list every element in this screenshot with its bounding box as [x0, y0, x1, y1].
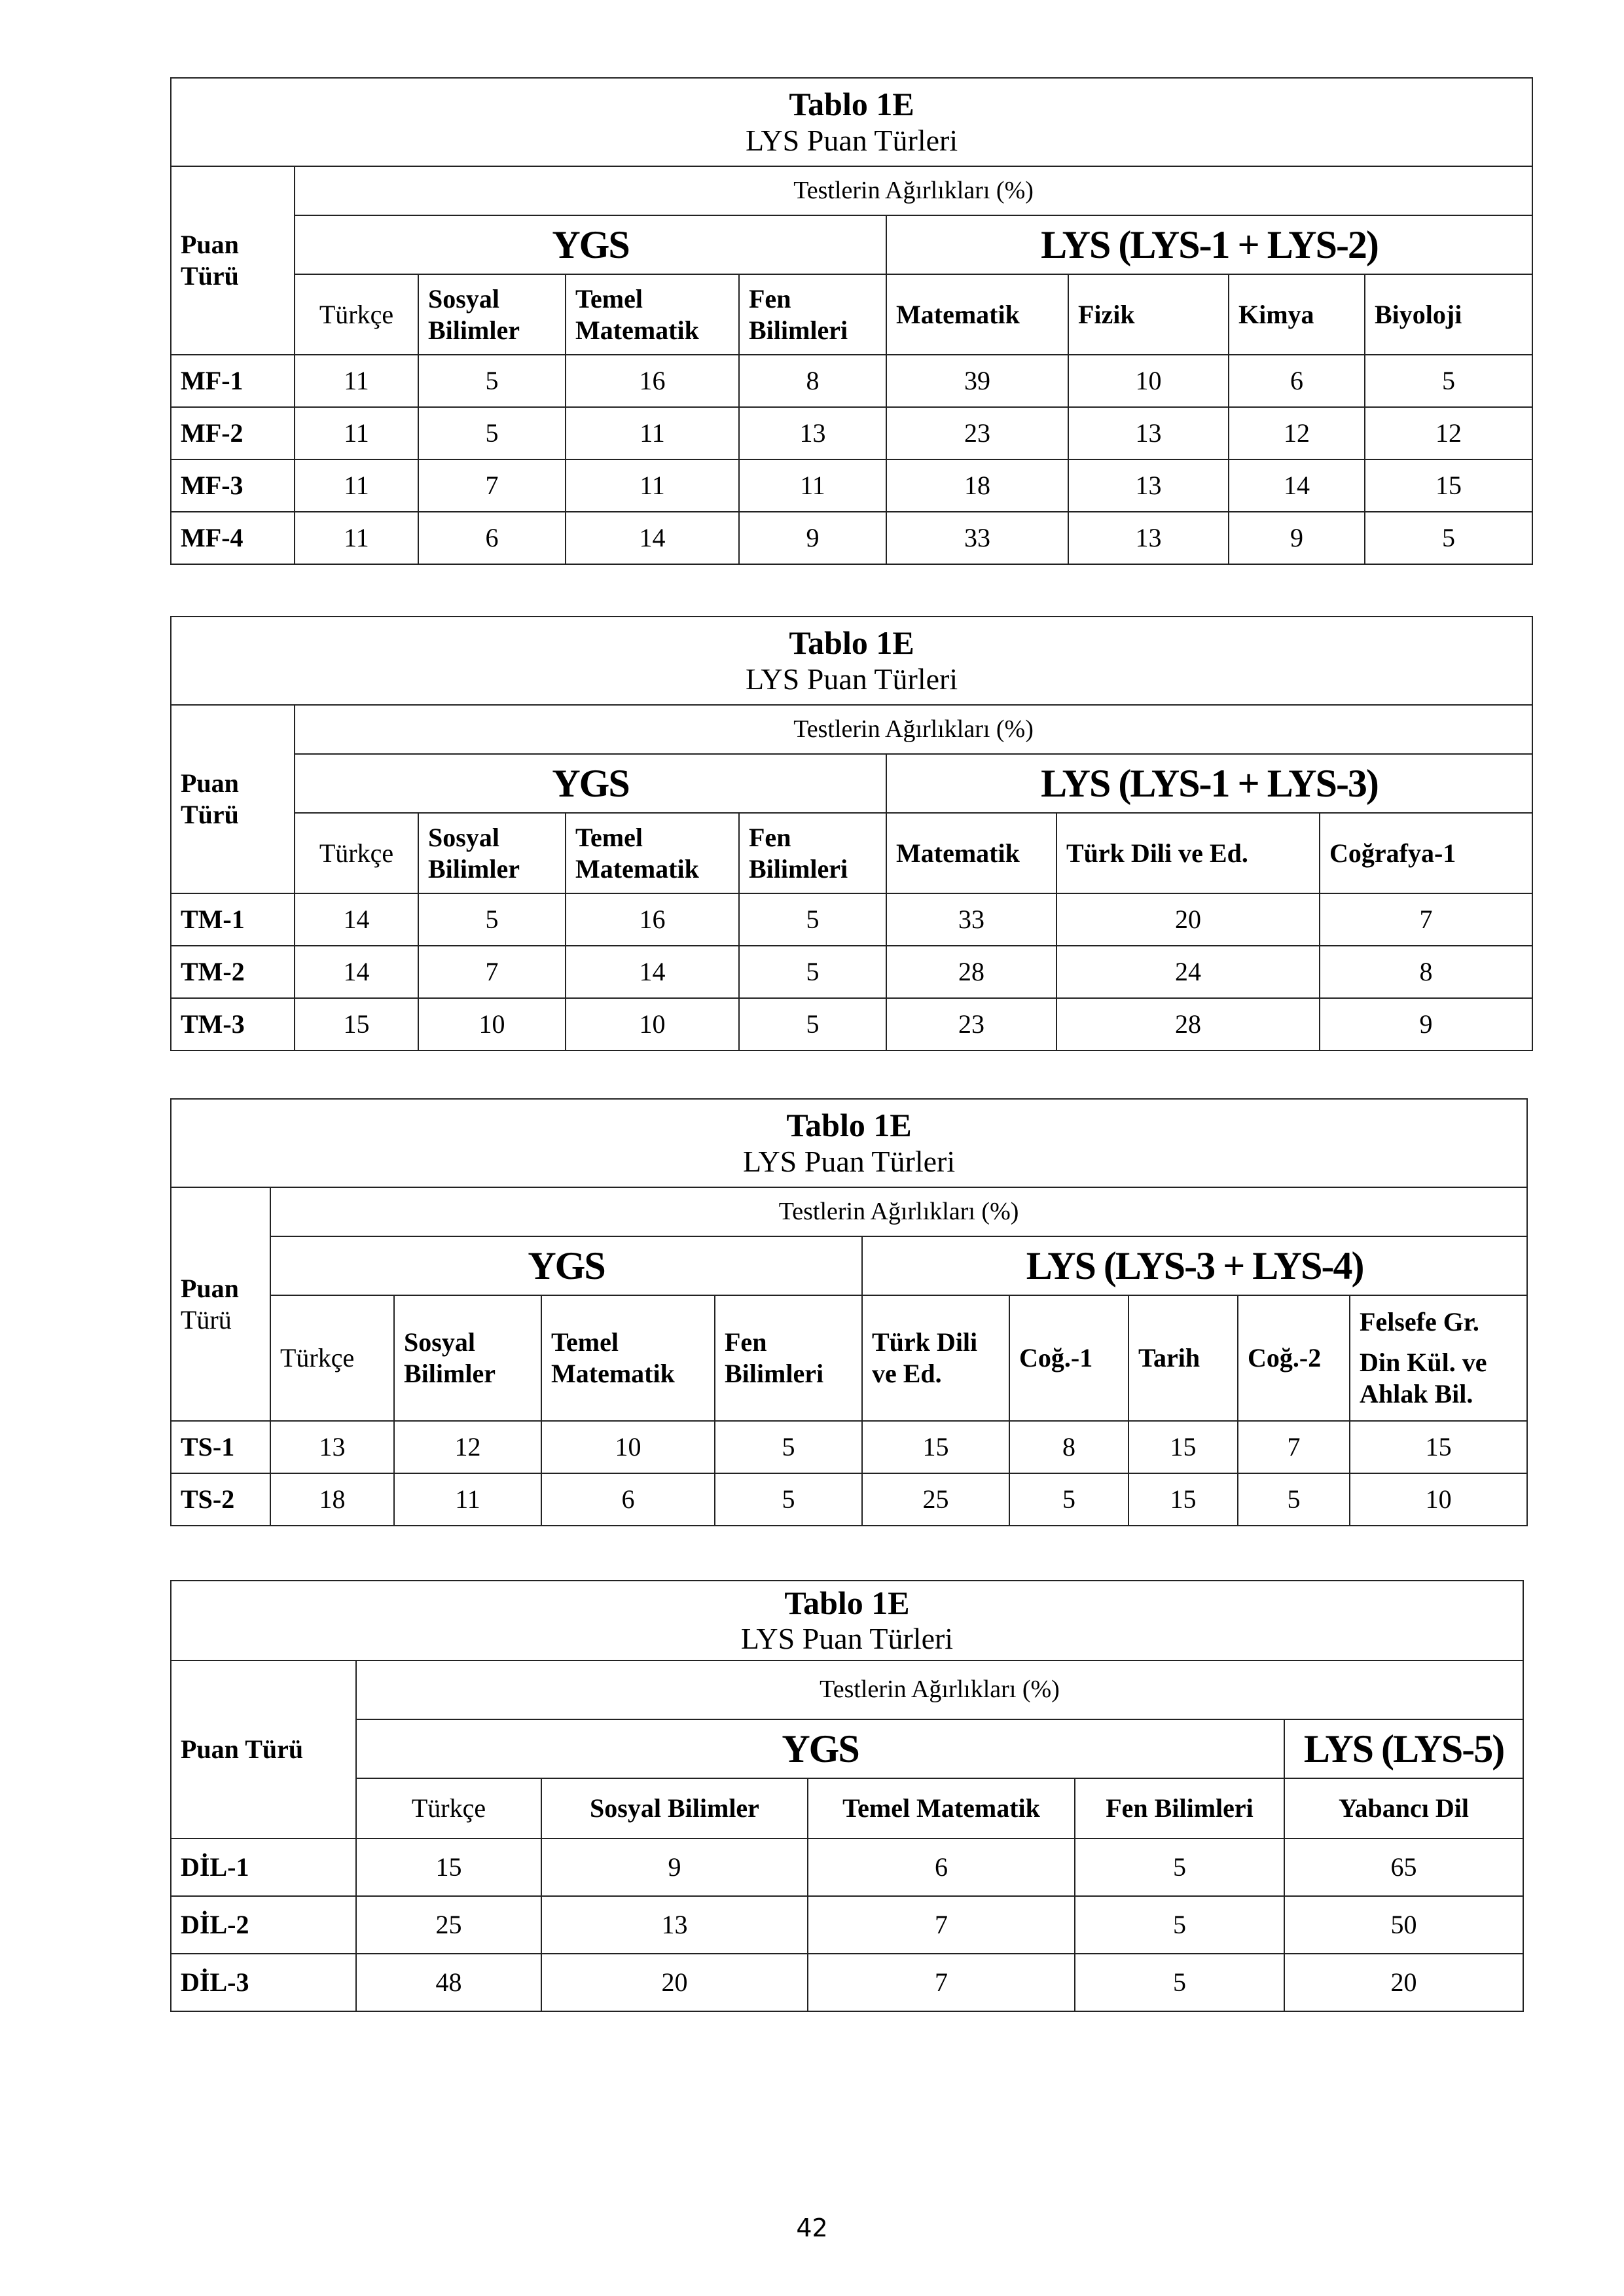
col-header: Sosyal Bilimler	[418, 813, 566, 893]
puan-turu-header: Puan Türü	[171, 1660, 356, 1839]
table-title-block	[171, 1099, 1527, 1187]
cell: 33	[886, 893, 1056, 946]
group-lys: LYS (LYS-3 + LYS-4)	[862, 1236, 1527, 1295]
cell: 9	[541, 1839, 808, 1896]
col-header: Yabancı Dil	[1284, 1778, 1523, 1839]
col-header: Fen Bilimleri	[715, 1295, 862, 1421]
table-row	[171, 1473, 1527, 1526]
cell: 10	[541, 1421, 715, 1473]
cell: 15	[1350, 1421, 1527, 1473]
cell: 8	[1009, 1421, 1128, 1473]
row-label: DİL-2	[171, 1896, 356, 1954]
table-row	[171, 998, 1532, 1050]
cell: 6	[1229, 355, 1365, 407]
cell: 13	[1068, 459, 1229, 512]
cell: 7	[1320, 893, 1532, 946]
col-header: Türkçe	[270, 1295, 394, 1421]
cell: 5	[1075, 1954, 1284, 2011]
cell: 10	[566, 998, 739, 1050]
group-lys: LYS (LYS-5)	[1284, 1719, 1523, 1778]
cell: 5	[1075, 1839, 1284, 1896]
col-header: Fizik	[1068, 274, 1229, 355]
col-header: Coğ.-1	[1009, 1295, 1128, 1421]
cell: 5	[1075, 1896, 1284, 1954]
table-title-block	[171, 1581, 1523, 1660]
cell: 7	[808, 1896, 1075, 1954]
row-label: DİL-1	[171, 1839, 356, 1896]
cell: 18	[886, 459, 1068, 512]
cell: 25	[356, 1896, 541, 1954]
weights-header: Testlerin Ağırlıkları (%)	[295, 166, 1532, 215]
table-title: Tablo 1E	[786, 1107, 912, 1144]
table-ts	[170, 1098, 1528, 1526]
cell: 23	[886, 998, 1056, 1050]
cell: 5	[1365, 355, 1532, 407]
cell: 10	[1068, 355, 1229, 407]
col-header: Fen Bilimleri	[739, 274, 886, 355]
col-header: Sosyal Bilimler	[394, 1295, 541, 1421]
col-header: Türkçe	[356, 1778, 541, 1839]
cell: 9	[1229, 512, 1365, 564]
cell: 5	[418, 355, 566, 407]
table-subtitle: LYS Puan Türleri	[742, 1144, 956, 1178]
cell: 5	[418, 407, 566, 459]
col-header: Temel Matematik	[566, 274, 739, 355]
cell: 13	[1068, 512, 1229, 564]
table-row	[171, 946, 1532, 998]
col-header: Türkçe	[295, 813, 418, 893]
table-title-block	[171, 78, 1532, 166]
cell: 11	[394, 1473, 541, 1526]
cell: 23	[886, 407, 1068, 459]
puan-turu-header: Puan Türü	[171, 1187, 270, 1421]
cell: 10	[418, 998, 566, 1050]
col-header: Coğ.-2	[1238, 1295, 1350, 1421]
col-header: Matematik	[886, 813, 1056, 893]
col-header: Felsefe Gr. Din Kül. ve Ahlak Bil.	[1350, 1295, 1527, 1421]
cell: 20	[1284, 1954, 1523, 2011]
cell: 10	[1350, 1473, 1527, 1526]
cell: 7	[1238, 1421, 1350, 1473]
cell: 15	[1128, 1473, 1238, 1526]
group-lys: LYS (LYS-1 + LYS-2)	[886, 215, 1532, 274]
group-ygs: YGS	[295, 215, 886, 274]
row-label: TS-2	[171, 1473, 270, 1526]
cell: 5	[739, 998, 886, 1050]
col-header: Türkçe	[295, 274, 418, 355]
cell: 14	[566, 512, 739, 564]
table-subtitle: LYS Puan Türleri	[740, 1622, 954, 1656]
cell: 33	[886, 512, 1068, 564]
row-label: MF-4	[171, 512, 295, 564]
cell: 18	[270, 1473, 394, 1526]
row-label: TM-1	[171, 893, 295, 946]
cell: 14	[1229, 459, 1365, 512]
cell: 5	[1238, 1473, 1350, 1526]
cell: 48	[356, 1954, 541, 2011]
cell: 12	[1365, 407, 1532, 459]
cell: 20	[1056, 893, 1320, 946]
cell: 14	[295, 946, 418, 998]
cell: 39	[886, 355, 1068, 407]
cell: 5	[739, 946, 886, 998]
cell: 12	[1229, 407, 1365, 459]
table-dil	[170, 1580, 1524, 2012]
cell: 5	[1009, 1473, 1128, 1526]
cell: 12	[394, 1421, 541, 1473]
cell: 8	[739, 355, 886, 407]
col-header: Biyoloji	[1365, 274, 1532, 355]
col-header: Fen Bilimleri	[739, 813, 886, 893]
table-tm	[170, 616, 1533, 1051]
cell: 15	[862, 1421, 1009, 1473]
table-row	[171, 512, 1532, 564]
cell: 9	[1320, 998, 1532, 1050]
group-ygs: YGS	[356, 1719, 1284, 1778]
col-header: Türk Dili ve Ed.	[1056, 813, 1320, 893]
puan-turu-header: Puan Türü	[171, 166, 295, 355]
cell: 24	[1056, 946, 1320, 998]
cell: 65	[1284, 1839, 1523, 1896]
cell: 50	[1284, 1896, 1523, 1954]
col-header: Kimya	[1229, 274, 1365, 355]
weights-header: Testlerin Ağırlıkları (%)	[270, 1187, 1527, 1236]
cell: 6	[808, 1839, 1075, 1896]
row-label: TS-1	[171, 1421, 270, 1473]
table-title: Tablo 1E	[789, 86, 914, 123]
cell: 25	[862, 1473, 1009, 1526]
puan-turu-header: Puan Türü	[171, 705, 295, 893]
table-row	[171, 1421, 1527, 1473]
col-header: Fen Bilimleri	[1075, 1778, 1284, 1839]
cell: 14	[566, 946, 739, 998]
table-row	[171, 1954, 1523, 2011]
cell: 16	[566, 893, 739, 946]
cell: 11	[295, 512, 418, 564]
group-ygs: YGS	[270, 1236, 862, 1295]
table-title: Tablo 1E	[784, 1584, 910, 1621]
cell: 13	[270, 1421, 394, 1473]
cell: 15	[1128, 1421, 1238, 1473]
cell: 13	[739, 407, 886, 459]
table-row	[171, 1896, 1523, 1954]
table-row	[171, 407, 1532, 459]
cell: 15	[295, 998, 418, 1050]
cell: 15	[1365, 459, 1532, 512]
cell: 11	[295, 459, 418, 512]
cell: 5	[1365, 512, 1532, 564]
cell: 11	[295, 355, 418, 407]
cell: 5	[715, 1473, 862, 1526]
table-row	[171, 355, 1532, 407]
table-subtitle: LYS Puan Türleri	[745, 662, 958, 696]
col-header: Tarih	[1128, 1295, 1238, 1421]
row-label: MF-1	[171, 355, 295, 407]
cell: 13	[541, 1896, 808, 1954]
cell: 28	[886, 946, 1056, 998]
cell: 28	[1056, 998, 1320, 1050]
col-header: Matematik	[886, 274, 1068, 355]
weights-header: Testlerin Ağırlıkları (%)	[295, 705, 1532, 754]
weights-header: Testlerin Ağırlıkları (%)	[356, 1660, 1523, 1719]
cell: 11	[295, 407, 418, 459]
col-header: Temel Matematik	[566, 813, 739, 893]
table-row	[171, 893, 1532, 946]
cell: 9	[739, 512, 886, 564]
cell: 7	[808, 1954, 1075, 2011]
cell: 5	[739, 893, 886, 946]
cell: 15	[356, 1839, 541, 1896]
table-subtitle: LYS Puan Türleri	[745, 123, 958, 157]
table-mf	[170, 77, 1533, 565]
cell: 14	[295, 893, 418, 946]
col-header: Temel Matematik	[808, 1778, 1075, 1839]
cell: 20	[541, 1954, 808, 2011]
group-ygs: YGS	[295, 754, 886, 813]
col-header: Coğrafya-1	[1320, 813, 1532, 893]
row-label: TM-3	[171, 998, 295, 1050]
cell: 5	[418, 893, 566, 946]
table-row	[171, 459, 1532, 512]
group-lys: LYS (LYS-1 + LYS-3)	[886, 754, 1532, 813]
cell: 6	[418, 512, 566, 564]
cell: 6	[541, 1473, 715, 1526]
cell: 13	[1068, 407, 1229, 459]
row-label: DİL-3	[171, 1954, 356, 2011]
cell: 7	[418, 459, 566, 512]
row-label: TM-2	[171, 946, 295, 998]
col-header: Temel Matematik	[541, 1295, 715, 1421]
row-label: MF-3	[171, 459, 295, 512]
table-row	[171, 1839, 1523, 1896]
cell: 7	[418, 946, 566, 998]
cell: 11	[566, 407, 739, 459]
cell: 16	[566, 355, 739, 407]
page-number: 42	[796, 2214, 828, 2242]
col-header: Türk Dili ve Ed.	[862, 1295, 1009, 1421]
cell: 11	[566, 459, 739, 512]
col-header: Sosyal Bilimler	[541, 1778, 808, 1839]
col-header: Sosyal Bilimler	[418, 274, 566, 355]
table-title-block	[171, 617, 1532, 705]
row-label: MF-2	[171, 407, 295, 459]
cell: 8	[1320, 946, 1532, 998]
cell: 5	[715, 1421, 862, 1473]
table-title: Tablo 1E	[789, 624, 914, 662]
cell: 11	[739, 459, 886, 512]
